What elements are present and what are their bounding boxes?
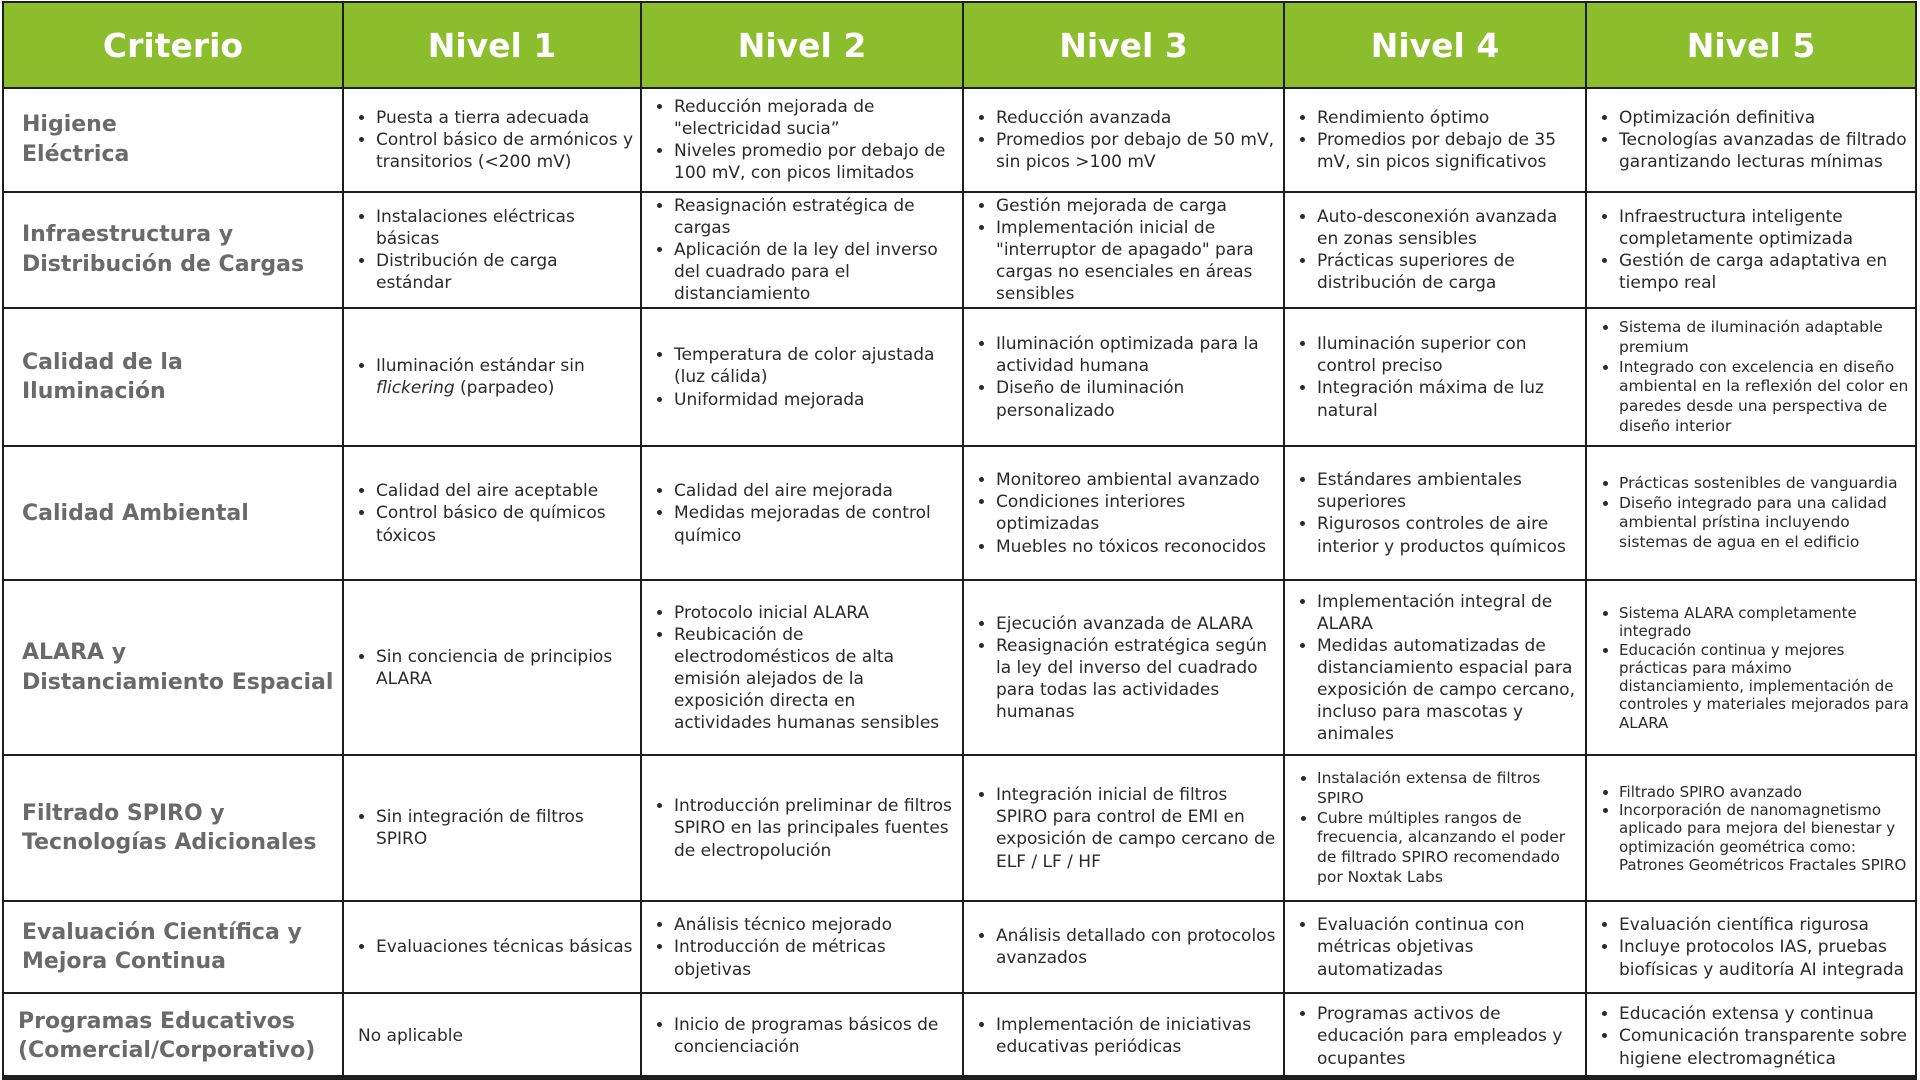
header-nivel-4: Nivel 4: [1284, 2, 1586, 88]
criterion-alara: ALARA y Distanciamiento Espacial: [3, 580, 343, 755]
level-2-cell: [641, 901, 963, 993]
list-item: • Cubre múltiples rangos de frecuencia, alcanzando el poder de filtrado SPIRO recomendado por Noxtak Labs: [1317, 809, 1579, 888]
level-1-cell: [343, 580, 641, 755]
list-item: • Análisis detallado con protocolos avanzados: [996, 925, 1277, 969]
level-4-cell: [1284, 308, 1586, 446]
list-item: • Promedios por debajo de 50 mV, sin picos >100 mV: [996, 129, 1277, 173]
list-item: • Integración máxima de luz natural: [1317, 377, 1579, 421]
list-item: • Calidad del aire aceptable: [376, 480, 634, 502]
list-item: • Distribución de carga estándar: [376, 250, 634, 294]
level-5-cell: [1586, 901, 1916, 993]
list-item: • Incluye protocolos IAS, pruebas biofísicas y auditoría AI integrada: [1619, 936, 1909, 980]
criterion-filtrado-spiro: Filtrado SPIRO y Tecnologías Adicionales: [3, 755, 343, 901]
level-4-cell: [1284, 580, 1586, 755]
level-3-cell: [963, 446, 1284, 580]
row-iluminacion: [3, 308, 1916, 446]
list-item: • Evaluación continua con métricas objetivas automatizadas: [1317, 914, 1579, 980]
row-programas-educativos: [3, 993, 1916, 1079]
level-3-cell: [963, 192, 1284, 308]
list-item: • Tecnologías avanzadas de filtrado garantizando lecturas mínimas: [1619, 129, 1909, 173]
list-item: • Ejecución avanzada de ALARA: [996, 613, 1277, 635]
list-item: • Calidad del aire mejorada: [674, 480, 956, 502]
list-item: • Sin conciencia de principios ALARA: [376, 646, 634, 690]
list-item: • Medidas mejoradas de control químico: [674, 502, 956, 546]
header-nivel-1: Nivel 1: [343, 2, 641, 88]
list-item: • Gestión de carga adaptativa en tiempo real: [1619, 250, 1909, 294]
level-5-cell: [1586, 993, 1916, 1079]
level-1-cell: [343, 993, 641, 1079]
list-item: • Diseño integrado para una calidad ambiental prístina incluyendo sistemas de agua en el edificio: [1619, 494, 1909, 553]
list-item: • Análisis técnico mejorado: [674, 914, 956, 936]
list-item: • Infraestructura inteligente completamente optimizada: [1619, 206, 1909, 250]
level-4-cell: [1284, 192, 1586, 308]
row-evaluacion-cientifica: [3, 901, 1916, 993]
list-item: • Integrado con excelencia en diseño ambiental en la reflexión del color en paredes desde una perspectiva de diseño interior: [1619, 358, 1909, 437]
list-item: • Promedios por debajo de 35 mV, sin picos significativos: [1317, 129, 1579, 173]
header-nivel-3: Nivel 3: [963, 2, 1284, 88]
list-item: • Diseño de iluminación personalizado: [996, 377, 1277, 421]
level-5-cell: [1586, 446, 1916, 580]
level-1-cell: [343, 446, 641, 580]
list-item: • Iluminación superior con control preciso: [1317, 333, 1579, 377]
row-filtrado-spiro: [3, 755, 1916, 901]
level-1-cell: [343, 192, 641, 308]
list-item: • Sin integración de filtros SPIRO: [376, 806, 634, 850]
row-higiene-electrica: [3, 88, 1916, 192]
level-5-cell: [1586, 580, 1916, 755]
list-item: • Puesta a tierra adecuada: [376, 107, 634, 129]
list-item: • Instalaciones eléctricas básicas: [376, 206, 634, 250]
list-item: • Educación extensa y continua: [1619, 1003, 1909, 1025]
level-4-cell: [1284, 88, 1586, 192]
list-item: • Educación continua y mejores prácticas para máximo distanciamiento, implementación de controles y materiales mejorados para ALARA: [1619, 641, 1909, 732]
level-2-cell: [641, 192, 963, 308]
list-item: • Reasignación estratégica según la ley del inverso del cuadrado para todas las actividades humanas: [996, 635, 1277, 723]
table-bottom-border: [2, 1075, 1915, 1078]
level-4-cell: [1284, 993, 1586, 1079]
not-applicable-text: No aplicable: [358, 1026, 463, 1047]
list-item: • Medidas automatizadas de distanciamiento espacial para exposición de campo cercano, incluso para mascotas y animales: [1317, 635, 1579, 745]
list-item: • Programas activos de educación para empleados y ocupantes: [1317, 1003, 1579, 1069]
level-5-cell: [1586, 308, 1916, 446]
list-item: • Instalación extensa de filtros SPIRO: [1317, 769, 1579, 808]
criterion-higiene-electrica: Higiene Eléctrica: [3, 88, 343, 192]
header-row: [3, 2, 1916, 88]
level-4-cell: [1284, 446, 1586, 580]
header-nivel-2: Nivel 2: [641, 2, 963, 88]
list-item: • Reubicación de electrodomésticos de alta emisión alejados de la exposición directa en actividades humanas sensibles: [674, 624, 956, 734]
list-item: • Niveles promedio por debajo de 100 mV, con picos limitados: [674, 140, 956, 184]
list-item: • Prácticas superiores de distribución de carga: [1317, 250, 1579, 294]
list-item: • Optimización definitiva: [1619, 107, 1909, 129]
level-2-cell: [641, 446, 963, 580]
level-5-cell: [1586, 755, 1916, 901]
row-calidad-ambiental: [3, 446, 1916, 580]
list-item: • Inicio de programas básicos de concienciación: [674, 1014, 956, 1058]
level-2-cell: [641, 755, 963, 901]
list-item: • Sistema ALARA completamente integrado: [1619, 604, 1909, 641]
list-item: • Implementación integral de ALARA: [1317, 591, 1579, 635]
list-item: • Gestión mejorada de carga: [996, 195, 1277, 217]
list-item: • Monitoreo ambiental avanzado: [996, 469, 1277, 491]
list-item: • Incorporación de nanomagnetismo aplicado para mejora del bienestar y optimización geométrica como: Patrones Geométricos Fractales SPIRO: [1619, 801, 1909, 874]
criterion-iluminacion: Calidad de la Iluminación: [3, 308, 343, 446]
list-item: • Uniformidad mejorada: [674, 389, 956, 411]
list-item: • Aplicación de la ley del inverso del cuadrado para el distanciamiento: [674, 239, 956, 305]
list-item: • Introducción de métricas objetivas: [674, 936, 956, 980]
level-1-cell: [343, 88, 641, 192]
list-item: • Control básico de armónicos y transitorios (<200 mV): [376, 129, 634, 173]
level-2-cell: [641, 580, 963, 755]
list-item: • Filtrado SPIRO avanzado: [1619, 783, 1909, 801]
header-criterio: Criterio: [3, 2, 343, 88]
list-item: • Implementación inicial de "interruptor de apagado" para cargas no esenciales en áreas sensibles: [996, 217, 1277, 305]
criterion-programas-educativos: Programas Educativos (Comercial/Corporativo): [3, 993, 343, 1079]
list-item: • Iluminación optimizada para la actividad humana: [996, 333, 1277, 377]
level-2-cell: [641, 308, 963, 446]
level-5-cell: [1586, 88, 1916, 192]
list-item: • Muebles no tóxicos reconocidos: [996, 536, 1277, 558]
level-2-cell: [641, 993, 963, 1079]
list-item: • Prácticas sostenibles de vanguardia: [1619, 474, 1909, 494]
list-item: • Rigurosos controles de aire interior y productos químicos: [1317, 513, 1579, 557]
level-1-cell: [343, 755, 641, 901]
list-item: • Integración inicial de filtros SPIRO para control de EMI en exposición de campo cercano de ELF / LF / HF: [996, 784, 1277, 872]
criterion-evaluacion-cientifica: Evaluación Científica y Mejora Continua: [3, 901, 343, 993]
level-3-cell: [963, 308, 1284, 446]
level-4-cell: [1284, 755, 1586, 901]
level-2-cell: [641, 88, 963, 192]
list-item: • Control básico de químicos tóxicos: [376, 502, 634, 546]
level-3-cell: [963, 993, 1284, 1079]
criterion-infraestructura: Infraestructura y Distribución de Cargas: [3, 192, 343, 308]
list-item: • Introducción preliminar de filtros SPIRO en las principales fuentes de electropolución: [674, 795, 956, 861]
header-nivel-5: Nivel 5: [1586, 2, 1916, 88]
flickering-term: flickering: [376, 378, 455, 399]
list-item: • Reducción avanzada: [996, 107, 1277, 129]
level-3-cell: [963, 755, 1284, 901]
list-item: • Evaluaciones técnicas básicas: [376, 936, 634, 958]
list-item: • Sistema de iluminación adaptable premium: [1619, 318, 1909, 357]
level-4-cell: [1284, 901, 1586, 993]
list-item: • Condiciones interiores optimizadas: [996, 491, 1277, 535]
row-infraestructura: [3, 192, 1916, 308]
level-3-cell: [963, 580, 1284, 755]
level-3-cell: [963, 901, 1284, 993]
list-item: • Implementación de iniciativas educativas periódicas: [996, 1014, 1277, 1058]
list-item: • Estándares ambientales superiores: [1317, 469, 1579, 513]
row-alara: [3, 580, 1916, 755]
list-item: • Evaluación científica rigurosa: [1619, 914, 1909, 936]
criterion-calidad-ambiental: Calidad Ambiental: [3, 446, 343, 580]
list-item: • Iluminación estándar sin flickering (parpadeo): [376, 355, 634, 399]
level-5-cell: [1586, 192, 1916, 308]
level-1-cell: [343, 901, 641, 993]
list-item: • Reducción mejorada de "electricidad sucia”: [674, 96, 956, 140]
eco-levels-matrix: [2, 1, 1917, 1080]
level-1-cell: [343, 308, 641, 446]
list-item: • Rendimiento óptimo: [1317, 107, 1579, 129]
level-3-cell: [963, 88, 1284, 192]
list-item: • Protocolo inicial ALARA: [674, 602, 956, 624]
list-item: • Auto-desconexión avanzada en zonas sensibles: [1317, 206, 1579, 250]
list-item: • Temperatura de color ajustada (luz cálida): [674, 344, 956, 388]
list-item: • Reasignación estratégica de cargas: [674, 195, 956, 239]
list-item: • Comunicación transparente sobre higiene electromagnética: [1619, 1025, 1909, 1069]
